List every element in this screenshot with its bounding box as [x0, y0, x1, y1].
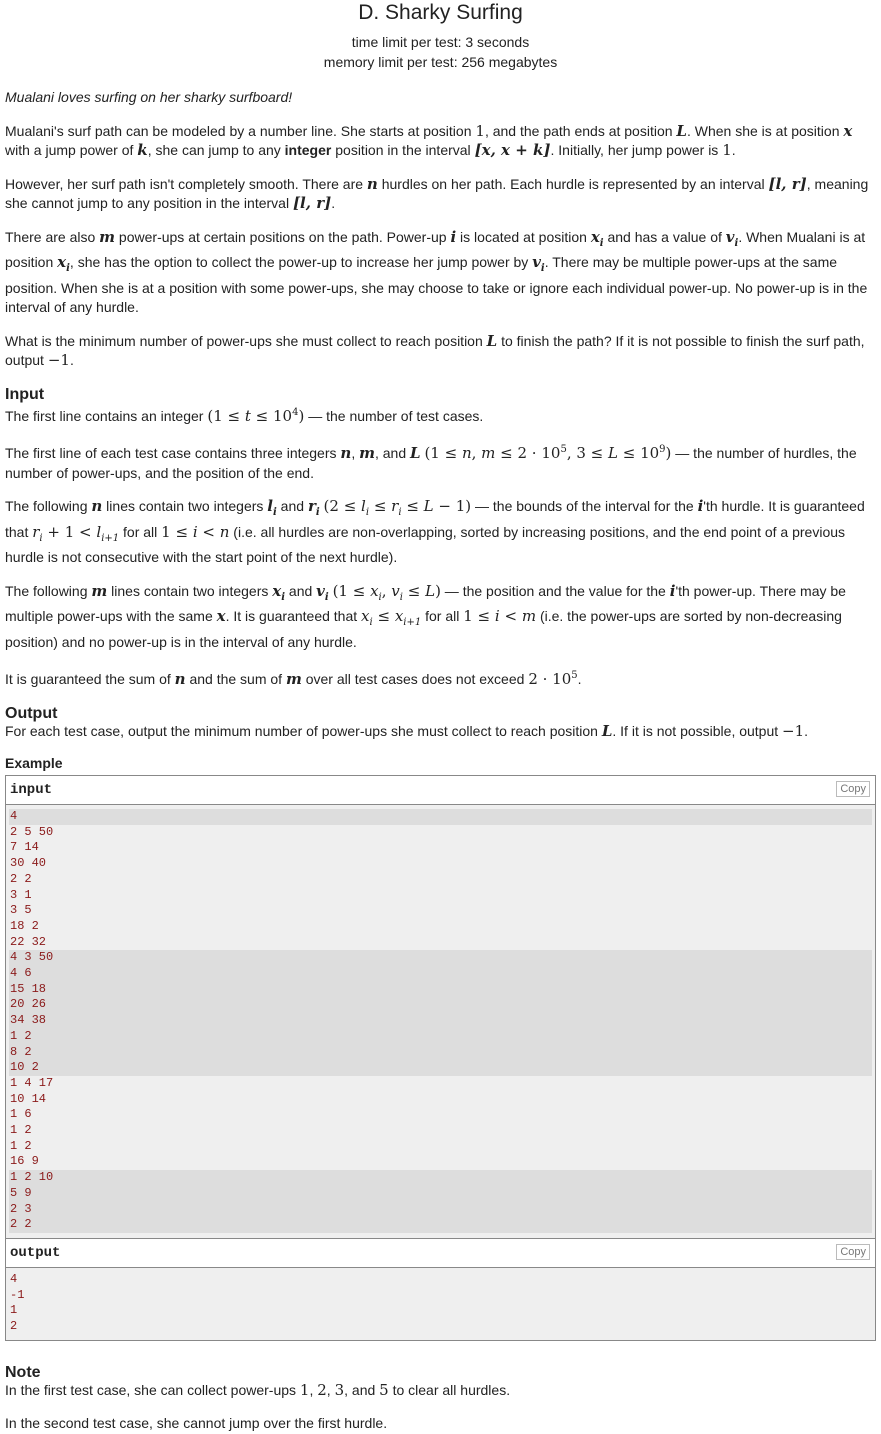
- input-line: 1 2: [10, 1123, 32, 1138]
- input-line: 1 2: [9, 1029, 872, 1045]
- input-line: 20 26: [9, 997, 872, 1013]
- input-paragraph: The following m lines contain two integers $x_i$ and $v_i$ ($1 \le x_i$, $v_i \le L$) — the position and the value for the i'th power-up. There may be multiple power-ups with the same x. It is guaranteed that $x_i \le x_{i+1}$ for all 1 ≤ i < m (i.e. the power-ups are sorted by non-decreasing position) and no power-up is in the interval of any hurdle.: [5, 581, 846, 650]
- input-line: 1 4 17: [10, 1075, 54, 1090]
- sample-input-box: [5, 775, 876, 1239]
- input-paragraph: The first line contains an integer $(1 \le t \le 10^4)$ — the number of test cases.: [5, 406, 484, 425]
- input-label: input: [10, 782, 53, 798]
- copy-input-button[interactable]: Copy: [836, 781, 870, 797]
- problem-title: D. Sharky Surfing: [358, 1, 523, 24]
- input-line: 4: [9, 809, 872, 825]
- statement-paragraph: However, her surf path isn't completely smooth. There are n hurdles on her path. Each hurdle is represented by an interval [l, r], meaning she cannot jump to any position in the interval [l, r].: [5, 174, 869, 212]
- input-paragraph: The following n lines contain two integers $l_i$ and $r_i$ $(2 \le l_i \le r_i \le L - 1)$ — the bounds of the interval for the i'th hurdle. It is guaranteed that $r_i + 1 < l_{i+1}$ for all 1 ≤ i < n (i.e. all hurdles are non-overlapping, sorted by increasing positions, and the end point of a previous hurdle is not consecutive with the start point of the next hurdle).: [5, 497, 865, 565]
- statement-paragraph: Mualani's surf path can be modeled by a number line. She starts at position 1, and the path ends at position L. When she is at position x with a jump power of k, she can jump to any integer position in the interval [x, x + k]. Initially, her jump power is 1.: [5, 121, 853, 159]
- output-line: 4: [10, 1271, 18, 1286]
- input-line: 5 9: [9, 1186, 872, 1202]
- input-line: 15 18: [9, 982, 872, 998]
- input-line: 1 6: [10, 1107, 32, 1122]
- input-line: 7 14: [10, 840, 39, 855]
- input-line: 10 14: [10, 1091, 47, 1106]
- copy-output-button[interactable]: Copy: [836, 1244, 870, 1260]
- memory-limit: memory limit per test: 256 megabytes: [323, 54, 558, 70]
- input-heading: Input: [5, 385, 45, 403]
- input-line: 2 3: [9, 1202, 872, 1218]
- sample-input-content: [6, 805, 875, 1238]
- statement-paragraph: There are also m power-ups at certain positions on the path. Power-up i is located at position $x_i$ and has a value of $v_i$. When Mualani is at position $x_i$, she has the option to collect the power-up to increase her jump power by $v_i$. There may be multiple power-ups at the same position. When she is at a position with some power-ups, she may choose to take or ignore each individual power-up. No power-up is in the interval of any hurdle.: [5, 227, 868, 315]
- input-line: 22 32: [10, 934, 47, 949]
- input-line: 18 2: [10, 918, 39, 933]
- input-line: 3 5: [10, 903, 32, 918]
- input-line: 4 6: [9, 966, 872, 982]
- statement-paragraph: What is the minimum number of power-ups she must collect to reach position L to finish the path? If it is not possible to finish the surf path, output −1.: [5, 331, 865, 369]
- sample-output-box: [5, 1239, 876, 1341]
- sample-output-content: [6, 1268, 875, 1340]
- input-line: 34 38: [9, 1013, 872, 1029]
- input-paragraph: It is guaranteed the sum of n and the sum of m over all test cases does not exceed $2 \cdot 10^5$.: [5, 670, 582, 688]
- input-line: 10 2: [9, 1060, 872, 1076]
- output-line: -1: [10, 1287, 25, 1302]
- time-limit: time limit per test: 3 seconds: [351, 34, 530, 50]
- input-line: 1 2: [10, 1138, 32, 1153]
- output-label: output: [10, 1244, 61, 1261]
- note-heading: Note: [5, 1363, 41, 1381]
- input-line: 1 2 10: [9, 1170, 872, 1186]
- output-line: 1: [10, 1303, 18, 1318]
- example-label: Example: [5, 755, 63, 771]
- input-line: 2 2: [10, 871, 32, 886]
- input-line: 16 9: [10, 1154, 39, 1169]
- output-line: 2: [10, 1319, 18, 1334]
- input-line: 2 5 50: [10, 824, 54, 839]
- note-paragraph: In the first test case, she can collect power-ups 1, 2, 3, and 5 to clear all hurdles.: [5, 1380, 511, 1399]
- input-paragraph: The first line of each test case contains three integers n, m, and L (1 ≤ n, $m \le 2 \cdot 10^5$, $3 \le L \le 10^9$) — the number of hurdles, the number of power-ups, and the position of the end.: [5, 444, 857, 481]
- input-line: 30 40: [10, 856, 47, 871]
- problem-statement: [0, 2, 881, 1434]
- output-heading: Output: [5, 704, 58, 722]
- input-line: 8 2: [9, 1045, 872, 1061]
- legend: Mualani loves surfing on her sharky surfboard!: [5, 89, 293, 105]
- input-line: 3 1: [10, 887, 32, 902]
- output-paragraph: For each test case, output the minimum number of power-ups she must collect to reach position L. If it is not possible, output −1.: [5, 721, 809, 740]
- note-paragraph: In the second test case, she cannot jump over the first hurdle.: [5, 1415, 388, 1432]
- input-line: 2 2: [9, 1217, 872, 1233]
- input-line: 4 3 50: [9, 950, 872, 966]
